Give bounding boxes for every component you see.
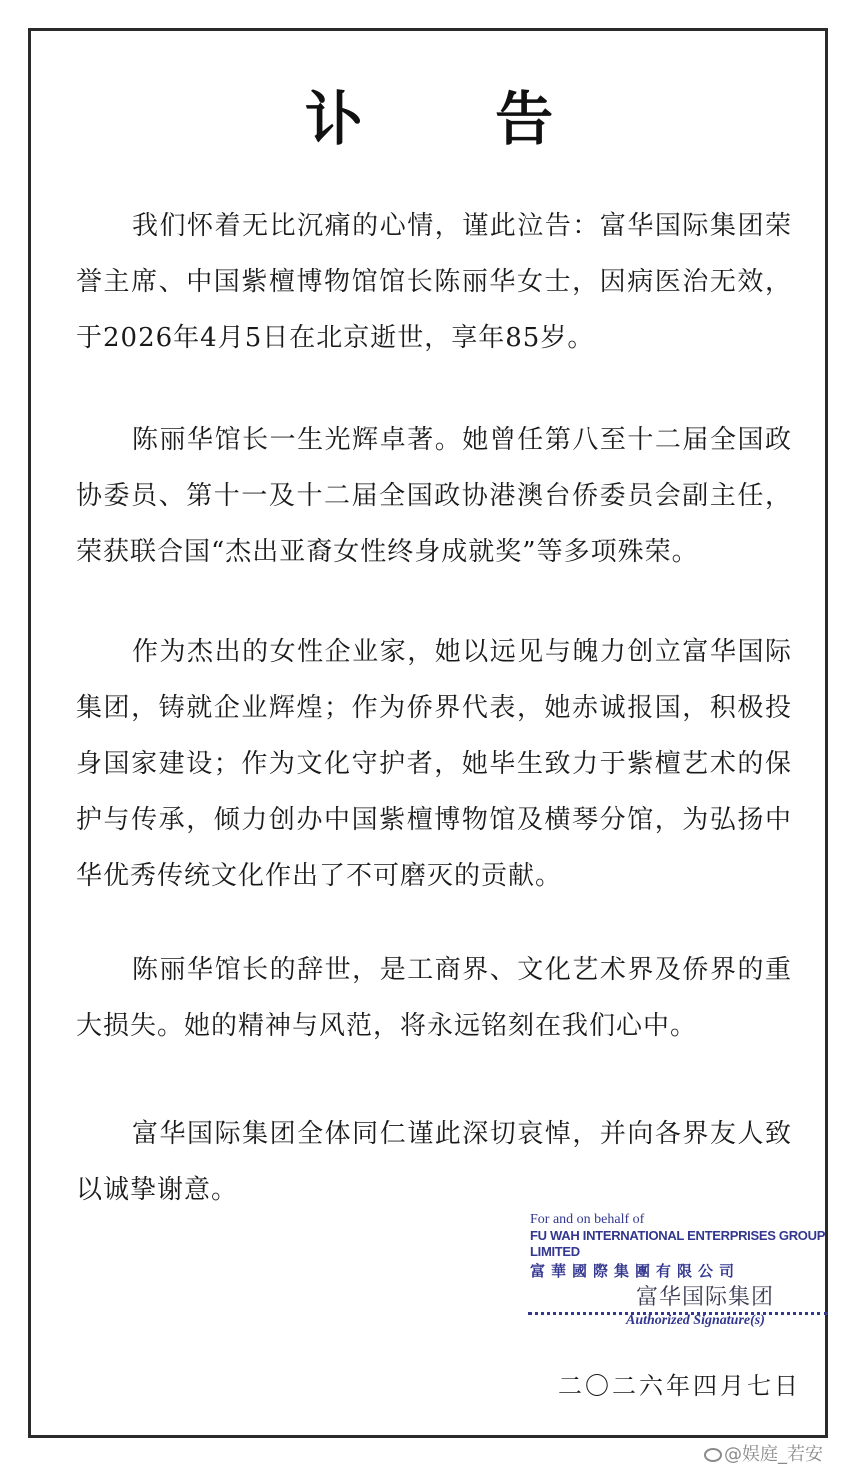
company-stamp <box>530 1212 830 1282</box>
stamp-company-chinese: 富華國際集團有限公司 <box>530 1262 741 1280</box>
weibo-icon <box>704 1448 722 1462</box>
notice-date: 二〇二六年四月七日 <box>558 1372 801 1400</box>
stamp-company-english: FU WAH INTERNATIONAL ENTERPRISES GROUP LIMITED <box>530 1228 825 1259</box>
notice-paragraph-1: 我们怀着无比沉痛的心情，谨此泣告：富华国际集团荣誉主席、中国紫檀博物馆馆长陈丽华女士，因病医治无效，于2026年4月5日在北京逝世，享年85岁。 <box>76 211 792 353</box>
notice-title: 讣 告 <box>304 85 610 153</box>
watermark <box>704 1440 823 1466</box>
notice-paragraph-3: 作为杰出的女性企业家，她以远见与魄力创立富华国际集团，铸就企业辉煌；作为侨界代表，她赤诚报国，积极投身国家建设；作为文化守护者，她毕生致力于紫檀艺术的保护与传承，倾力创办中国紫檀博物馆及横琴分馆，为弘扬中华优秀传统文化作出了不可磨灭的贡献。 <box>76 637 792 891</box>
authorized-signature-label: Authorized Signature(s) <box>626 1313 765 1328</box>
notice-paragraph-4: 陈丽华馆长的辞世，是工商界、文化艺术界及侨界的重大损失。她的精神与风范，将永远铭刻在我们心中。 <box>76 955 792 1041</box>
notice-paragraph-5: 富华国际集团全体同仁谨此深切哀悼，并向各界友人致以诚挚谢意。 <box>76 1119 792 1205</box>
notice-paragraph-2: 陈丽华馆长一生光辉卓著。她曾任第八至十二届全国政协委员、第十一及十二届全国政协港澳台侨委员会副主任，荣获联合国“杰出亚裔女性终身成就奖”等多项殊荣。 <box>76 425 792 567</box>
watermark-text: @娱庭_若安 <box>724 1444 823 1465</box>
signer-name: 富华国际集团 <box>636 1285 775 1310</box>
stamp-behalf-line: For and on behalf of <box>530 1212 645 1227</box>
